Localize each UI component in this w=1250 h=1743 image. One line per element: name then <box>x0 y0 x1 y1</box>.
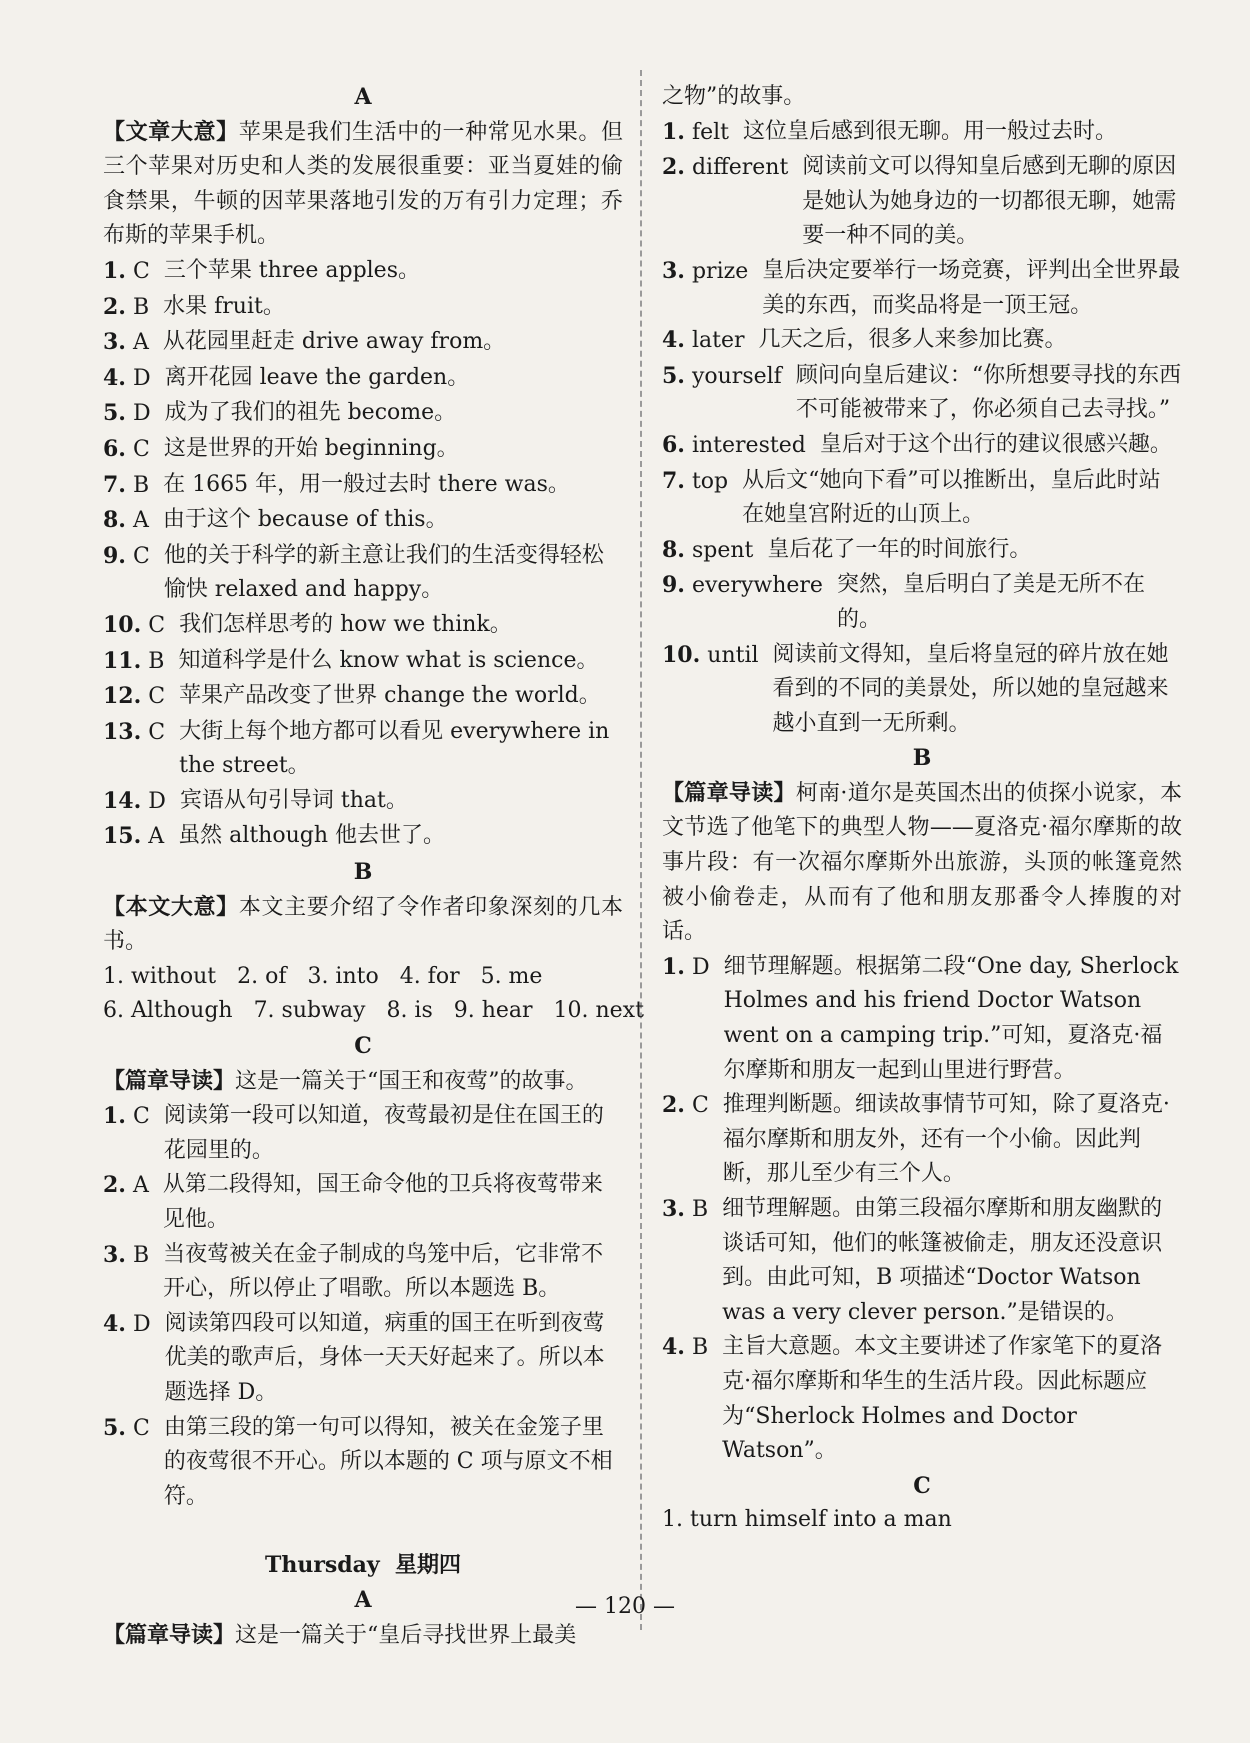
item-number: 10. until <box>662 641 759 668</box>
list-item <box>662 950 1182 1088</box>
item-text: 知道科学是什么 know what is science。 <box>178 647 599 673</box>
item-number: 8. spent <box>662 536 754 563</box>
item-number: 2. C <box>662 1092 709 1119</box>
item-text: 阅读前文得知，皇后将皇冠的碎片放在她看到的不同的美景处，所以她的皇冠越来越小直到一无所剩。 <box>772 641 1169 736</box>
guide-tag: 【篇章导读】 <box>662 779 796 806</box>
answer-row: 1. without 2. of 3. into 4. for 5. me <box>103 963 543 989</box>
list-item <box>662 428 1182 464</box>
item-number: 1. felt <box>662 118 730 145</box>
section-heading: B <box>353 859 373 886</box>
guide-text: 这是一篇关于“国王和夜莺”的故事。 <box>235 1068 588 1094</box>
item-number: 14. D <box>103 787 166 814</box>
item-text: 主旨大意题。本文主要讲述了作家笔下的夏洛克·福尔摩斯和华生的生活片段。因此标题应为“Sherlock Holmes and Doctor Watson”。 <box>722 1334 1163 1464</box>
item-number: 4. B <box>662 1334 709 1361</box>
item-text: 大街上每个地方都可以看见 everywhere in the street。 <box>179 718 610 779</box>
list-item <box>103 1238 623 1307</box>
list-item <box>103 784 623 820</box>
list-item <box>103 715 623 784</box>
item-text: 宾语从句引导词 that。 <box>179 787 408 813</box>
guide-paragraph <box>662 776 1182 950</box>
item-number: 3. prize <box>662 257 749 284</box>
item-text: 皇后花了一年的时间旅行。 <box>767 536 1032 562</box>
list-item <box>662 464 1182 533</box>
item-number: 9. everywhere <box>662 572 823 599</box>
item-number: 8. A <box>103 507 149 534</box>
item-text: 这位皇后感到很无聊。用一般过去时。 <box>743 118 1118 144</box>
answer-row: 1. turn himself into a man <box>662 1507 952 1533</box>
summary-tag: 【本文大意】 <box>103 893 239 920</box>
item-text: 三个苹果 three apples。 <box>163 257 420 283</box>
item-text: 突然，皇后明白了美是无所不在的。 <box>836 572 1145 632</box>
item-number: 9. C <box>103 542 150 569</box>
item-number: 1. D <box>662 953 710 980</box>
item-number: 4. later <box>662 327 745 354</box>
summary-tag: 【文章大意】 <box>103 118 239 145</box>
item-number: 3. B <box>103 1241 150 1268</box>
item-number: 7. B <box>103 471 150 498</box>
item-text: 虽然 although 他去世了。 <box>178 823 445 849</box>
item-number: 1. C <box>103 1103 150 1130</box>
item-number: 6. C <box>103 435 150 462</box>
item-number: 4. D <box>103 1310 151 1337</box>
section-heading: A <box>354 84 372 110</box>
item-text: 苹果产品改变了世界 change the world。 <box>179 683 601 709</box>
item-number: 6. interested <box>662 431 806 458</box>
continued-text: 之物”的故事。 <box>662 84 806 109</box>
item-number: 11. B <box>103 647 165 674</box>
item-text: 阅读第一段可以知道，夜莺最初是住在国王的花园里的。 <box>163 1103 604 1163</box>
summary-paragraph <box>103 890 623 960</box>
page-number: — 120 — <box>575 1594 675 1619</box>
item-text: 当夜莺被关在金子制成的鸟笼中后，它非常不开心，所以停止了唱歌。所以本题选 B。 <box>163 1241 604 1302</box>
list-item <box>103 254 623 290</box>
item-text: 细节理解题。由第三段福尔摩斯和朋友幽默的谈话可知，他们的帐篷被偷走，朋友还没意识到。由此可知，B 项描述“Doctor Watson was a very clever person.”是错误的。 <box>722 1196 1163 1325</box>
item-text: 几天之后，很多人来参加比赛。 <box>758 327 1067 353</box>
answer-list <box>662 115 1182 742</box>
guide-tag: 【篇章导读】 <box>103 1621 236 1648</box>
item-text: 细节理解题。根据第二段“One day, Sherlock Holmes and his friend Doctor Watson went on a camping trip.”可知，夏洛克·福尔摩斯和朋友一起到山里进行野营。 <box>723 953 1179 1083</box>
item-text: 从花园里赶走 drive away from。 <box>162 329 506 355</box>
summary-paragraph <box>103 115 623 254</box>
item-text: 阅读前文可以得知皇后感到无聊的原因是她认为她身边的一切都很无聊，她需要一种不同的美。 <box>802 154 1177 249</box>
item-number: 2. different <box>662 154 789 181</box>
list-item <box>103 325 623 361</box>
item-number: 2. B <box>103 293 150 320</box>
list-item <box>103 396 623 432</box>
item-number: 3. B <box>662 1196 709 1222</box>
item-number: 5. yourself <box>662 362 782 389</box>
item-text: 成为了我们的祖先 become。 <box>164 400 457 426</box>
item-text: 皇后决定要举行一场竞赛，评判出全世界最美的东西，而奖品将是一顶王冠。 <box>762 257 1181 318</box>
item-text: 由于这个 because of this。 <box>162 507 448 533</box>
list-item <box>103 432 623 468</box>
list-item <box>662 323 1182 359</box>
item-text: 离开花园 leave the garden。 <box>164 364 470 390</box>
list-item <box>662 359 1182 428</box>
item-number: 4. D <box>103 364 151 391</box>
list-item <box>103 503 623 539</box>
item-number: 10. C <box>103 611 166 638</box>
item-text: 皇后对于这个出行的建议很感兴趣。 <box>819 431 1172 457</box>
item-number: 5. C <box>103 1414 150 1441</box>
answer-list <box>103 1099 623 1514</box>
item-text: 从后文“她向下看”可以推断出，皇后此时站在她皇宫附近的山顶上。 <box>742 467 1161 528</box>
list-item <box>662 1330 1182 1468</box>
day-heading: Thursday 星期四 <box>264 1552 462 1579</box>
item-number: 12. C <box>103 683 166 710</box>
summary-text: 苹果是我们生活中的一种常见水果。但三个苹果对历史和人类的发展很重要：亚当夏娃的偷食禁果，牛顿的因苹果落地引发的万有引力定理；乔布斯的苹果手机。 <box>103 119 623 249</box>
guide-paragraph <box>103 1064 623 1100</box>
list-item <box>662 568 1182 637</box>
list-item <box>103 361 623 397</box>
answer-list <box>662 950 1182 1469</box>
list-item <box>662 115 1182 151</box>
list-item <box>103 1411 623 1515</box>
item-number: 7. top <box>662 467 729 494</box>
answer-list <box>103 254 623 855</box>
item-text: 由第三段的第一句可以得知，被关在金笼子里的夜莺很不开心。所以本题的 C 项与原文不相符。 <box>163 1414 613 1509</box>
item-text: 在 1665 年，用一般过去时 there was。 <box>163 471 570 497</box>
list-item <box>662 1192 1182 1330</box>
item-text: 我们怎样思考的 how we think。 <box>179 611 512 637</box>
list-item <box>103 608 623 644</box>
guide-text: 柯南·道尔是英国杰出的侦探小说家，本文节选了他笔下的典型人物——夏洛克·福尔摩斯的故事片段：有一次福尔摩斯外出旅游，头顶的帐篷竟然被小偷卷走，从而有了他和朋友那番令人捧腹的对话。 <box>662 780 1182 945</box>
list-item <box>103 539 623 608</box>
item-number: 3. A <box>103 329 149 356</box>
list-item <box>662 1088 1182 1192</box>
section-heading: C <box>913 1472 931 1499</box>
list-item <box>662 533 1182 569</box>
section-heading: B <box>912 745 932 772</box>
item-number: 2. A <box>103 1172 149 1199</box>
list-item <box>103 1307 623 1411</box>
list-item <box>662 150 1182 254</box>
item-text: 他的关于科学的新主意让我们的生活变得轻松愉快 relaxed and happy。 <box>163 542 604 603</box>
list-item <box>103 468 623 504</box>
item-text: 顾问向皇后建议：“你所想要寻找的东西不可能被带来了，你必须自己去寻找。” <box>795 362 1182 423</box>
list-item <box>103 1099 623 1168</box>
item-number: 15. A <box>103 823 165 850</box>
right-column <box>662 80 1182 1538</box>
list-item <box>103 1168 623 1237</box>
column-divider <box>640 70 642 1630</box>
list-item <box>662 638 1182 742</box>
list-item <box>103 679 623 715</box>
list-item <box>103 819 623 855</box>
summary-text: 本文主要介绍了令作者印象深刻的几本书。 <box>103 894 623 955</box>
guide-tag: 【篇章导读】 <box>103 1067 236 1094</box>
item-number: 1. C <box>103 257 150 284</box>
section-heading: C <box>354 1033 372 1060</box>
section-heading: A <box>354 1586 372 1613</box>
item-text: 阅读第四段可以知道，病重的国王在听到夜莺优美的歌声后，身体一天天好起来了。所以本题选择 D。 <box>164 1310 605 1405</box>
item-number: 5. D <box>103 400 151 427</box>
list-item <box>662 254 1182 323</box>
item-text: 从第二段得知，国王命令他的卫兵将夜莺带来见他。 <box>162 1172 603 1232</box>
item-text: 水果 fruit。 <box>163 293 285 319</box>
answer-row: 6. Although 7. subway 8. is 9. hear 10. next <box>103 998 644 1024</box>
item-text: 这是世界的开始 beginning。 <box>163 435 459 461</box>
item-number: 13. C <box>103 718 166 745</box>
list-item <box>103 290 623 326</box>
guide-paragraph <box>103 1618 623 1654</box>
item-text: 推理判断题。细读故事情节可知，除了夏洛克·福尔摩斯和朋友外，还有一个小偷。因此判断，那儿至少有三个人。 <box>722 1092 1170 1187</box>
list-item <box>103 644 623 680</box>
guide-text: 这是一篇关于“皇后寻找世界上最美 <box>235 1622 577 1648</box>
